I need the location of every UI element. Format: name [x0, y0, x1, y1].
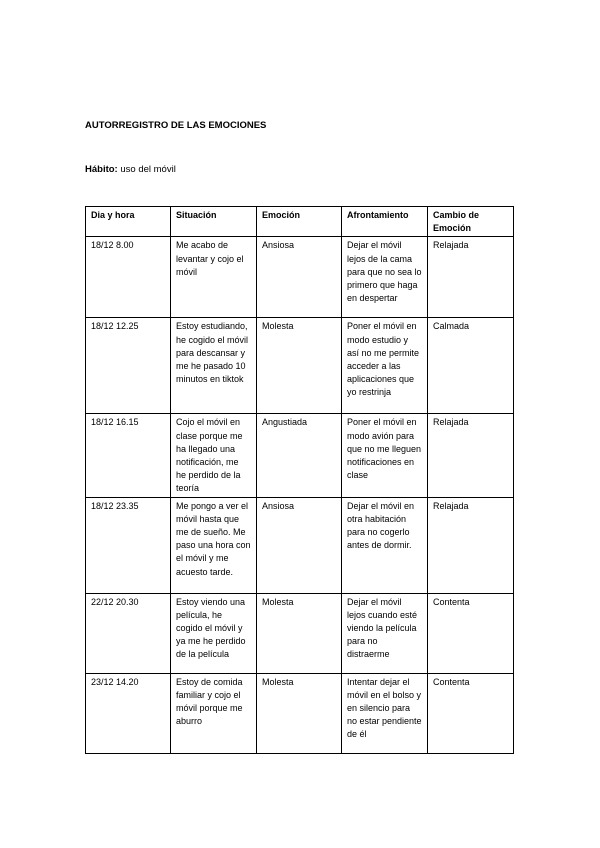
cell-emotion-change: Contenta: [428, 593, 514, 673]
cell-situation: Estoy estudiando, he cogido el móvil para descansar y me he pasado 10 minutos en tiktok: [171, 318, 257, 414]
cell-coping: Poner el móvil en modo estudio y así no me permite acceder a las aplicaciones que yo restrinja: [342, 318, 428, 414]
cell-coping: Poner el móvil en modo avión para que no me lleguen notificaciones en clase: [342, 414, 428, 497]
cell-datetime: 22/12 20.30: [86, 593, 171, 673]
cell-emotion: Ansiosa: [257, 497, 342, 593]
table-header-row: [86, 207, 514, 237]
cell-emotion-change: Relajada: [428, 237, 514, 318]
cell-datetime: 18/12 23.35: [86, 497, 171, 593]
header-coping: Afrontamiento: [342, 207, 428, 237]
habit-value: uso del móvil: [117, 164, 176, 175]
habit-line: [85, 164, 176, 175]
table-row: [86, 497, 514, 593]
cell-situation: Me acabo de levantar y cojo el móvil: [171, 237, 257, 318]
cell-situation: Me pongo a ver el móvil hasta que me de sueño. Me paso una hora con el móvil y me acuesto tarde.: [171, 497, 257, 593]
emotions-registry-table: [85, 206, 514, 754]
table-row: [86, 414, 514, 497]
cell-datetime: 18/12 12.25: [86, 318, 171, 414]
cell-emotion-change: Contenta: [428, 673, 514, 753]
cell-datetime: 18/12 8.00: [86, 237, 171, 318]
cell-emotion-change: Relajada: [428, 497, 514, 593]
cell-emotion: Angustiada: [257, 414, 342, 497]
cell-situation: Cojo el móvil en clase porque me ha llegado una notificación, me he perdido de la teoría: [171, 414, 257, 497]
header-emotion-change: Cambio de Emoción: [428, 207, 514, 237]
cell-datetime: 18/12 16.15: [86, 414, 171, 497]
cell-emotion-change: Calmada: [428, 318, 514, 414]
cell-emotion: Ansiosa: [257, 237, 342, 318]
cell-emotion: Molesta: [257, 673, 342, 753]
cell-datetime: 23/12 14.20: [86, 673, 171, 753]
header-datetime: Dia y hora: [86, 207, 171, 237]
cell-emotion-change: Relajada: [428, 414, 514, 497]
document-title: AUTORREGISTRO DE LAS EMOCIONES: [85, 120, 267, 131]
cell-situation: Estoy viendo una película, he cogido el móvil y ya me he perdido de la película: [171, 593, 257, 673]
habit-label: Hábito:: [85, 164, 118, 175]
table-row: [86, 673, 514, 753]
cell-coping: Dejar el móvil lejos cuando esté viendo la película para no distraerme: [342, 593, 428, 673]
cell-emotion: Molesta: [257, 318, 342, 414]
table-row: [86, 318, 514, 414]
cell-emotion: Molesta: [257, 593, 342, 673]
cell-coping: Intentar dejar el móvil en el bolso y en silencio para no estar pendiente de él: [342, 673, 428, 753]
table-row: [86, 593, 514, 673]
cell-situation: Estoy de comida familiar y cojo el móvil porque me aburro: [171, 673, 257, 753]
table-row: [86, 237, 514, 318]
header-situation: Situación: [171, 207, 257, 237]
header-emotion: Emoción: [257, 207, 342, 237]
cell-coping: Dejar el móvil en otra habitación para no cogerlo antes de dormir.: [342, 497, 428, 593]
cell-coping: Dejar el móvil lejos de la cama para que no sea lo primero que haga en despertar: [342, 237, 428, 318]
